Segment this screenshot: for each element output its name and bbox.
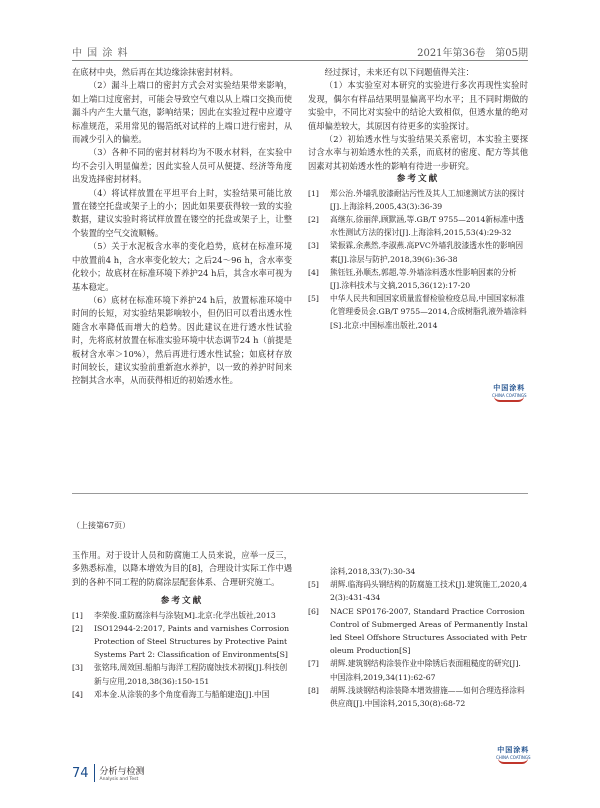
- reference-number: [2]: [308, 215, 319, 225]
- footer-separator: [94, 764, 95, 782]
- reference-number: [1]: [308, 188, 319, 198]
- reference-item: [72, 661, 292, 687]
- header-journal-name: 中 国 涂 料: [72, 48, 129, 59]
- reference-item: [308, 578, 528, 604]
- reference-item: [308, 266, 528, 292]
- reference-number: [7]: [308, 659, 319, 669]
- logo-text: 中国涂料: [493, 384, 526, 392]
- reference-text: 高继东,徐丽萍,顾默涵,等.GB/T 9755—2014新标准中透水性测试方法的探讨[J].上海涂料,2015,53(4):29-32: [330, 215, 524, 238]
- references-title: 参考文献: [160, 596, 204, 607]
- footer-journal: [100, 764, 145, 782]
- paragraph: （5）关于水泥板含水率的变化趋势，底材在标准环境中放置前4 h，含水率变化较大；之后24～96 h，含水率变化较小；故底材在标准环境下养护24 h后，其含水率可视为基本稳定。: [72, 241, 292, 292]
- reference-item: [308, 213, 528, 239]
- reference-item: [308, 187, 528, 213]
- journal-logo: [496, 745, 531, 764]
- paragraph: （1）本实验室对本研究的实验进行多次再现性实验时发现，偶尔有样品结果明显偏离平均水平；且不同时期做的实验中，不同比对实验中的结论大致相似，但透水量的绝对值却偏差较大，其原因有待更多的实验探讨。: [308, 80, 528, 131]
- reference-continuation: [308, 565, 528, 578]
- paragraph: （2）初始透水性与实验结果关系密切，本实验主要探讨含水率与初始透水性的关系，而底材的密度、配方等其他因素对其初始透水性的影响有待进一步研究。: [308, 134, 528, 171]
- reference-item: [72, 622, 292, 662]
- reference-item: [72, 609, 292, 622]
- header-issue: 2021年第36卷 第05期: [417, 48, 528, 59]
- footer-journal-cn: 分析与检测: [99, 767, 145, 777]
- reference-item: [308, 684, 528, 710]
- reference-number: [6]: [308, 606, 319, 616]
- reference-item: [308, 605, 528, 658]
- logo-subtext: CHINA COATINGS: [496, 755, 531, 760]
- reference-list: [308, 578, 528, 710]
- reference-text: 张铭玮,周效国.船舶与海洋工程防腐蚀技术初探[J].科技创新与应用,2018,38(36):150-151: [94, 663, 288, 686]
- reference-text: 李荣俊.重防腐涂料与涂装[M].北京:化学出版社,2013: [94, 610, 276, 620]
- paragraph: （6）底材在标准环境下养护24 h后，放置标准环境中时间的长短，对实验结果影响较小，但仍旧可以看出透水性随含水率降低而增大的趋势。因此建议在进行透水性试验时，先将底材放置在标准实验环境中状态调节24 h（前提是板材含水率＞10%），然后再进行透水性试验；如底材存放时间较长，建议实验前重新泡水养护，以一致的养护时间来控制其含水率，从而获得相近的初始透水性。: [72, 294, 292, 386]
- reference-number: [5]: [308, 580, 319, 590]
- logo-swoosh-icon: [498, 758, 528, 764]
- continued-from-label: （上接第67页）: [72, 521, 131, 530]
- journal-logo: [492, 383, 527, 402]
- footer-journal-en: Analysis and Test: [99, 777, 139, 782]
- reference-number: [3]: [72, 663, 83, 673]
- reference-number: [1]: [72, 610, 83, 620]
- paragraph: （2）漏斗上端口的密封方式会对实验结果带来影响，如上端口过度密封，可能会导致空气难以从上端口交换而使漏斗内产生大量气泡，影响结果；因此在实验过程中应遵守标准规范，采用常见的锡箔纸对试样的上端口进行密封，从而减少引入的偏差。: [72, 80, 292, 145]
- paragraph: 玉作用。对于设计人员和防腐施工人员来说，应举一反三，多熟悉标准，以降本增效为目的[8]，合理设计实际工作中遇到的各种不同工程的防腐涂层配套体系、合理研究施工。: [72, 550, 292, 587]
- references-title: 参考文献: [396, 174, 440, 185]
- header-rule: [72, 60, 528, 61]
- logo-subtext: CHINA COATINGS: [492, 393, 527, 398]
- page-number: 74: [72, 765, 89, 781]
- paragraph: （3）各种不同的密封材料均为不吸水材料，在实验中均不会引入明显偏差；因此实验人员可从便捷、经济等角度出发选择密封材料。: [72, 147, 292, 185]
- reference-number: [8]: [308, 685, 319, 695]
- reference-item: [308, 657, 528, 683]
- reference-number: [5]: [308, 294, 319, 304]
- reference-text: NACE SP0176-2007, Standard Practice Corrosion Control of Submerged Areas of Permanently Installed Steel Offshore Structures Associated with Petroleum Production[S]: [330, 606, 528, 656]
- paragraph: 在底材中央，然后再在其边缘涂抹密封材料。: [72, 67, 238, 77]
- reference-list: [72, 609, 292, 701]
- reference-text: ISO12944-2:2017, Paints and varnishes Corrosion Protection of Steel Structures by Protective Paint Systems Part 2: Classification of Environments[S]: [94, 623, 290, 660]
- reference-text: 郑公治.外墙乳胶漆耐沾污性及其人工加速测试方法的探讨[J].上海涂料,2005,43(3):36-39: [330, 188, 525, 211]
- reference-text: 胡辉.浅谈钢结构涂装降本增效措施——如何合理选择涂料供应商[J].中国涂料,2015,30(8):68-72: [330, 685, 525, 709]
- section-divider: [72, 493, 528, 494]
- reference-item: [72, 688, 292, 701]
- reference-text: 胡辉.临海码头钢结构的防腐施工技术[J].建筑施工,2020,42(3):431-434: [330, 580, 528, 603]
- reference-text: 梁振霖,余燕然,李淑燕.高PVC外墙乳胶漆透水性的影响因素[J].涂层与防护,2018,39(6):36-38: [330, 241, 524, 264]
- logo-swoosh-icon: [494, 396, 524, 402]
- logo-text: 中国涂料: [497, 746, 530, 754]
- reference-item: [308, 292, 528, 332]
- page-footer: [72, 764, 145, 782]
- paragraph: 经过探讨，未来还有以下问题值得关注：: [324, 67, 474, 77]
- paragraph: （4）将试样放置在平坦平台上时，实验结果可能比放置在镂空托盘或架子上的小；因此如果要获得较一致的实验数据，建议实验时将试样放置在镂空的托盘或架子上，让整个装置的空气交流顺畅。: [72, 187, 292, 238]
- reference-text: 中华人民共和国国家质量监督检验检疫总局,中国国家标准化管理委员会.GB/T 9755—2014,合成树脂乳液外墙涂料[S].北京:中国标准出版社,2014: [330, 294, 527, 330]
- reference-number: [4]: [308, 267, 319, 277]
- reference-text: 熊钰钰,孙顺杰,郭超,等.外墙涂料透水性影响因素的分析[J].涂料技术与文摘,2015,36(12):17-20: [330, 267, 517, 291]
- reference-list: [308, 187, 528, 332]
- upper-left-column: [72, 66, 292, 388]
- reference-item: [308, 239, 528, 265]
- reference-number: [2]: [72, 623, 83, 633]
- reference-number: [4]: [72, 689, 83, 699]
- lower-left-column: [72, 549, 292, 701]
- upper-right-column: [308, 66, 528, 332]
- lower-right-column: [308, 565, 528, 710]
- reference-text: 涂料,2018,33(7):30-34: [330, 567, 416, 576]
- reference-text: 邓本金.从涂装的多个角度看海工与船舶建造[J].中国: [94, 689, 270, 699]
- reference-number: [3]: [308, 241, 319, 251]
- reference-text: 胡辉.建筑钢结构涂装作业中除锈后表面粗糙度的研究[J].中国涂料,2019,34(11):62-67: [330, 659, 521, 682]
